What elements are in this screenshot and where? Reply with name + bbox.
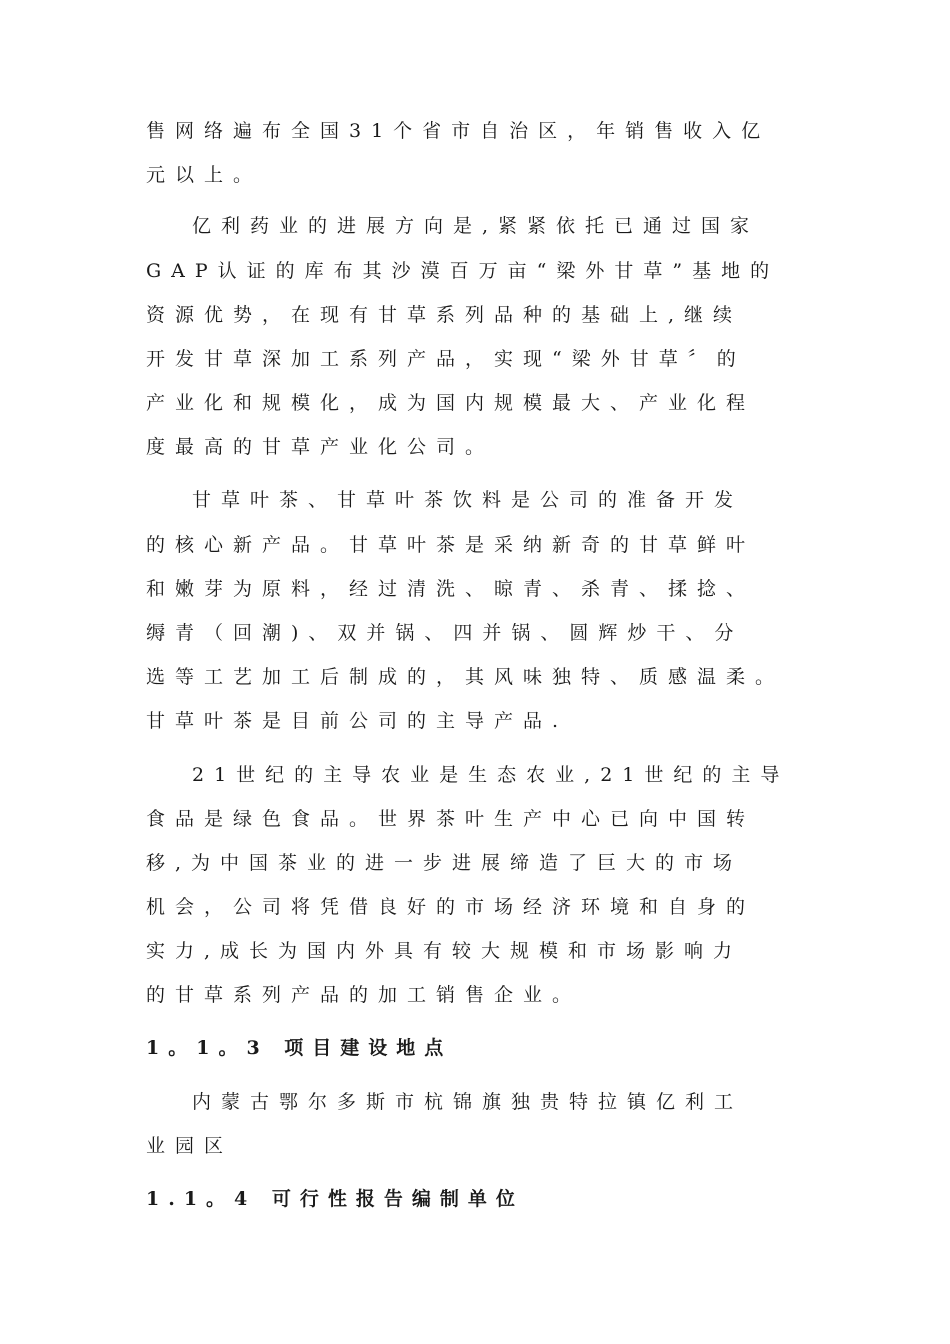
text-line: 资源优势，在现有甘草系列品种的基础上,继续 <box>146 304 743 326</box>
text-line: 食品是绿色食品。世界茶叶生产中心已向中国转 <box>146 808 756 830</box>
text-line: 内蒙古鄂尔多斯市杭锦旗独贵特拉镇亿利工 <box>192 1091 744 1113</box>
text-line: 选等工艺加工后制成的，其风味独特、质感温柔。 <box>146 666 785 688</box>
text-line: 度最高的甘草产业化公司。 <box>146 436 495 458</box>
text-line: 缛青（回潮)、双并锅、四并锅、圆辉炒干、分 <box>146 622 744 644</box>
text-line: 业园区 <box>146 1135 234 1157</box>
text-line: 开发甘草深加工系列产品，实现“梁外甘草〞的 <box>146 348 746 370</box>
text-line: 产业化和规模化，成为国内规模最大、产业化程 <box>146 392 756 414</box>
text-line: GAP认证的库布其沙漠百万亩“梁外甘草”基地的 <box>146 260 780 282</box>
text-line: 甘草叶茶、甘草叶茶饮料是公司的准备开发 <box>192 489 744 511</box>
text-line: 移,为中国茶业的进一步进展缔造了巨大的市场 <box>146 852 743 874</box>
section-heading: 1.1。4 可行性报告编制单位 <box>146 1188 524 1210</box>
text-line: 的甘草系列产品的加工销售企业。 <box>146 984 582 1006</box>
section-heading: 1。1。3 项目建设地点 <box>146 1037 453 1059</box>
text-line: 的核心新产品。甘草叶茶是采纳新奇的甘草鲜叶 <box>146 534 756 556</box>
text-line: 实力,成长为国内外具有较大规模和市场影响力 <box>146 940 743 962</box>
text-line: 亿利药业的进展方向是,紧紧依托已通过国家 <box>192 215 760 237</box>
text-line: 21世纪的主导农业是生态农业,21世纪的主导 <box>192 764 790 786</box>
text-line: 机会，公司将凭借良好的市场经济环境和自身的 <box>146 896 756 918</box>
text-line: 元以上。 <box>146 164 263 186</box>
text-line: 和嫩芽为原料，经过清洗、晾青、杀青、揉捻、 <box>146 578 756 600</box>
text-line: 售网络遍布全国31个省市自治区，年销售收入亿 <box>146 120 771 142</box>
text-line: 甘草叶茶是目前公司的主导产品. <box>146 710 569 732</box>
